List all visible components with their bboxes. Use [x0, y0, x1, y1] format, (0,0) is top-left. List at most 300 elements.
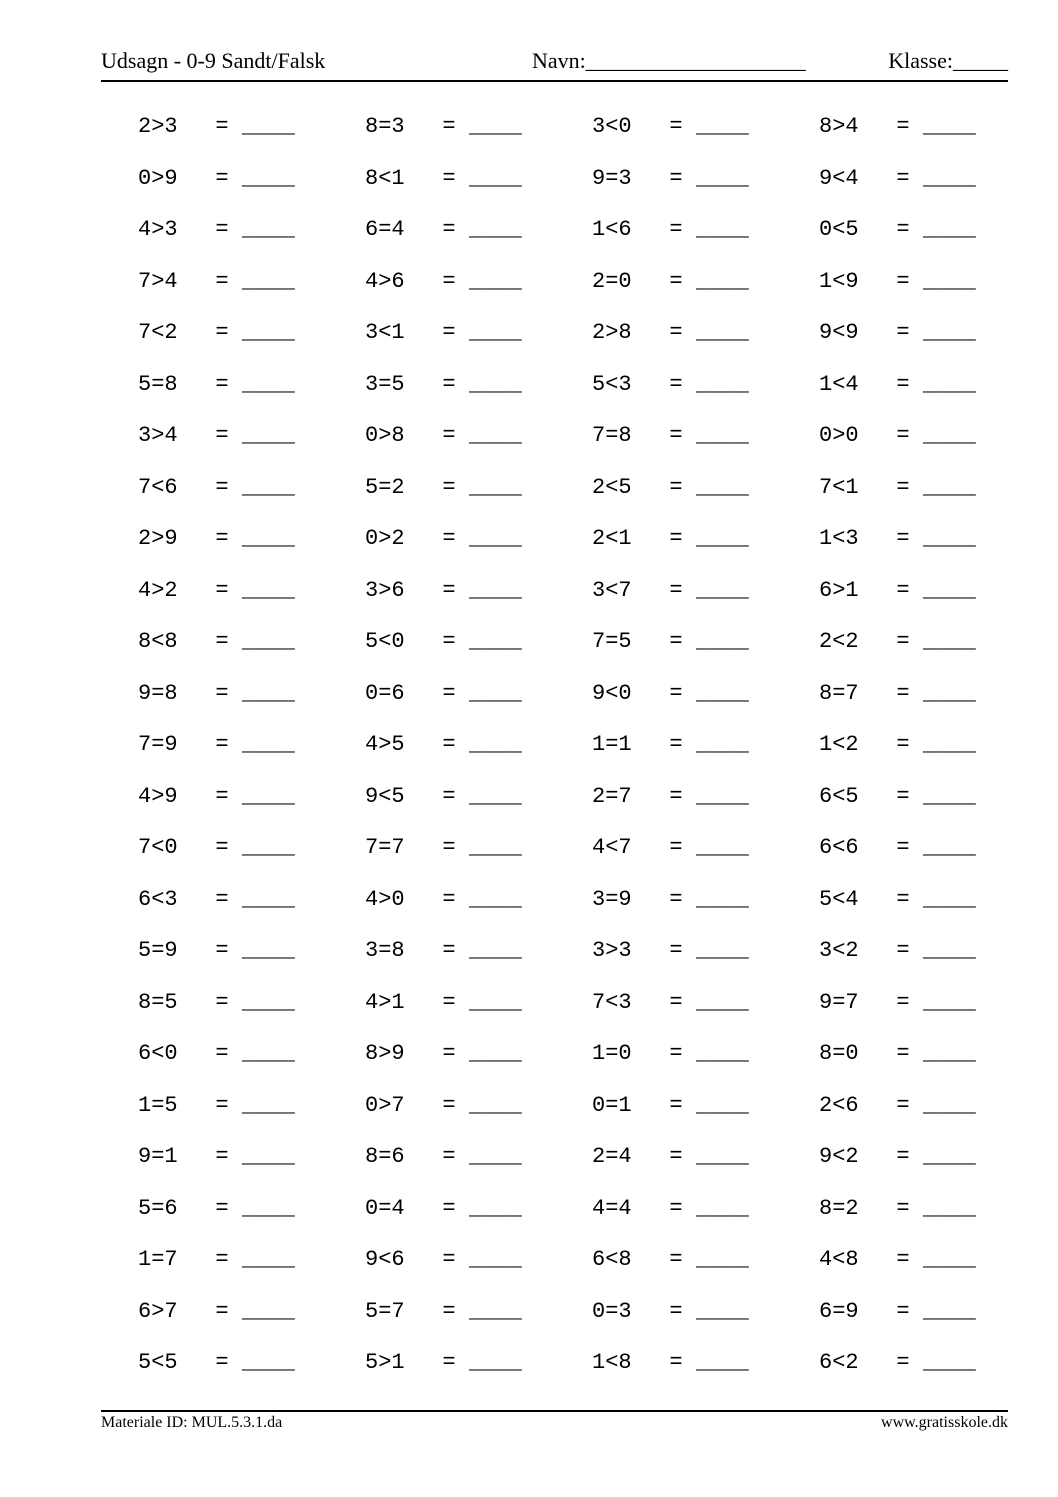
comparison-problem	[819, 885, 975, 915]
equals-sign: =	[896, 629, 910, 654]
comparison-problem	[365, 1297, 521, 1327]
answer-blank[interactable]: ____	[469, 938, 522, 963]
equals-sign: =	[215, 1041, 229, 1066]
equals-sign: =	[669, 1195, 683, 1221]
answer-blank[interactable]: ____	[469, 732, 522, 757]
answer-blank[interactable]: ____	[242, 1144, 295, 1169]
equals-sign: =	[442, 1041, 456, 1066]
comparison-problem	[365, 1039, 521, 1069]
comparison-problem	[138, 885, 294, 915]
equals-sign: =	[896, 1092, 910, 1118]
equals-sign: =	[442, 474, 456, 500]
comparison-problem	[819, 1194, 975, 1224]
equals-sign: =	[896, 165, 910, 191]
comparison-statement: 4<8	[819, 1247, 859, 1272]
answer-blank[interactable]: ____	[696, 1144, 749, 1169]
comparison-problem	[138, 164, 294, 194]
equals-sign: =	[669, 268, 683, 294]
answer-blank[interactable]: ____	[242, 165, 295, 191]
comparison-problem	[365, 1194, 521, 1224]
answer-blank[interactable]: ____	[923, 577, 976, 603]
equals-sign: =	[896, 474, 910, 500]
answer-blank[interactable]: ____	[696, 1092, 749, 1118]
comparison-statement: 0=3	[592, 1298, 632, 1324]
comparison-statement: 6=9	[819, 1298, 859, 1324]
answer-blank[interactable]: ____	[242, 938, 295, 963]
comparison-statement: 5<3	[592, 371, 632, 397]
equals-sign: =	[896, 371, 910, 397]
answer-blank[interactable]: ____	[696, 474, 749, 500]
answer-blank[interactable]: ____	[923, 783, 976, 809]
comparison-problem	[365, 936, 521, 966]
comparison-problem	[592, 1194, 748, 1224]
comparison-problem	[819, 730, 975, 760]
comparison-statement: 5=2	[365, 474, 405, 500]
answer-blank[interactable]: ____	[242, 114, 295, 139]
comparison-problem	[819, 1245, 975, 1275]
equals-sign: =	[442, 423, 456, 448]
comparison-problem	[365, 421, 521, 451]
answer-blank[interactable]: ____	[242, 1092, 295, 1118]
answer-blank[interactable]: ____	[696, 371, 749, 397]
answer-blank[interactable]: ____	[242, 989, 295, 1015]
answer-blank[interactable]: ____	[469, 217, 522, 242]
equals-sign: =	[896, 886, 910, 912]
comparison-problem	[138, 730, 294, 760]
equals-sign: =	[669, 423, 683, 448]
comparison-statement: 8>4	[819, 114, 859, 139]
comparison-statement: 6<8	[592, 1247, 632, 1272]
comparison-problem	[592, 988, 748, 1018]
comparison-problem	[365, 1245, 521, 1275]
comparison-problem	[819, 1142, 975, 1172]
answer-blank[interactable]: ____	[923, 1298, 976, 1324]
comparison-problem	[138, 1039, 294, 1069]
answer-blank[interactable]: ____	[696, 217, 749, 242]
answer-blank[interactable]: ____	[469, 577, 522, 603]
equals-sign: =	[669, 1041, 683, 1066]
comparison-statement: 9<6	[365, 1247, 405, 1272]
answer-blank[interactable]: ____	[242, 1195, 295, 1221]
answer-blank[interactable]: ____	[696, 1195, 749, 1221]
comparison-statement: 3=8	[365, 938, 405, 963]
comparison-statement: 5=7	[365, 1298, 405, 1324]
comparison-statement: 1<6	[592, 217, 632, 242]
comparison-problem	[592, 370, 748, 400]
answer-blank[interactable]: ____	[242, 1041, 295, 1066]
comparison-problem	[138, 1245, 294, 1275]
comparison-problem	[138, 1348, 294, 1378]
equals-sign: =	[442, 320, 456, 345]
equals-sign: =	[215, 1298, 229, 1324]
comparison-problem	[592, 473, 748, 503]
answer-blank[interactable]: ____	[469, 1092, 522, 1118]
comparison-statement: 9<5	[365, 783, 405, 809]
answer-blank[interactable]: ____	[696, 989, 749, 1015]
comparison-statement: 1<4	[819, 371, 859, 397]
comparison-problem	[365, 164, 521, 194]
equals-sign: =	[442, 680, 456, 706]
equals-sign: =	[215, 835, 229, 860]
equals-sign: =	[215, 680, 229, 706]
answer-blank[interactable]: ____	[923, 114, 976, 139]
answer-blank[interactable]: ____	[696, 268, 749, 294]
worksheet-title: Udsagn - 0-9 Sandt/Falsk	[101, 48, 326, 73]
comparison-statement: 7=7	[365, 835, 405, 860]
comparison-problem	[819, 1297, 975, 1327]
comparison-statement: 0>0	[819, 423, 859, 448]
comparison-problem	[138, 1091, 294, 1121]
answer-blank[interactable]: ____	[242, 783, 295, 809]
comparison-problem	[138, 936, 294, 966]
comparison-problem	[819, 1348, 975, 1378]
answer-blank[interactable]: ____	[923, 1144, 976, 1169]
answer-blank[interactable]: ____	[923, 680, 976, 706]
answer-blank[interactable]: ____	[469, 1247, 522, 1272]
comparison-problem	[365, 988, 521, 1018]
comparison-statement: 1=7	[138, 1247, 178, 1272]
answer-blank[interactable]: ____	[242, 423, 295, 448]
equals-sign: =	[442, 1298, 456, 1324]
answer-blank[interactable]: ____	[242, 474, 295, 500]
equals-sign: =	[215, 165, 229, 191]
answer-blank[interactable]: ____	[469, 629, 522, 654]
comparison-statement: 8=0	[819, 1041, 859, 1066]
equals-sign: =	[215, 320, 229, 345]
answer-blank[interactable]: ____	[469, 474, 522, 500]
name-field-label: Navn:____________________	[532, 48, 806, 73]
equals-sign: =	[896, 1195, 910, 1221]
answer-blank[interactable]: ____	[923, 938, 976, 963]
comparison-problem	[819, 112, 975, 142]
answer-blank[interactable]: ____	[469, 835, 522, 860]
equals-sign: =	[442, 371, 456, 397]
answer-blank[interactable]: ____	[469, 371, 522, 397]
comparison-statement: 0=4	[365, 1195, 405, 1221]
answer-blank[interactable]: ____	[696, 835, 749, 860]
comparison-statement: 4<7	[592, 835, 632, 860]
answer-blank[interactable]: ____	[696, 320, 749, 345]
answer-blank[interactable]: ____	[469, 114, 522, 139]
comparison-statement: 1=5	[138, 1092, 178, 1118]
comparison-statement: 6>7	[138, 1298, 178, 1324]
comparison-problem	[819, 473, 975, 503]
equals-sign: =	[896, 423, 910, 448]
comparison-statement: 5<4	[819, 886, 859, 912]
comparison-statement: 2>3	[138, 114, 178, 139]
answer-blank[interactable]: ____	[696, 886, 749, 912]
answer-blank[interactable]: ____	[696, 783, 749, 809]
answer-blank[interactable]: ____	[469, 886, 522, 912]
answer-blank[interactable]: ____	[696, 165, 749, 191]
answer-blank[interactable]: ____	[696, 1041, 749, 1066]
answer-blank[interactable]: ____	[469, 1195, 522, 1221]
equals-sign: =	[442, 1144, 456, 1169]
comparison-statement: 9<2	[819, 1144, 859, 1169]
answer-blank[interactable]: ____	[923, 1247, 976, 1272]
comparison-statement: 9<9	[819, 320, 859, 345]
answer-blank[interactable]: ____	[469, 783, 522, 809]
answer-blank[interactable]: ____	[696, 1350, 749, 1375]
equals-sign: =	[669, 474, 683, 500]
answer-blank[interactable]: ____	[242, 835, 295, 860]
comparison-problem	[819, 782, 975, 812]
equals-sign: =	[896, 268, 910, 294]
comparison-statement: 3<0	[592, 114, 632, 139]
comparison-statement: 8<1	[365, 165, 405, 191]
comparison-problem	[138, 421, 294, 451]
comparison-problem	[365, 782, 521, 812]
answer-blank[interactable]: ____	[242, 320, 295, 345]
comparison-problem	[592, 1348, 748, 1378]
comparison-statement: 1<8	[592, 1350, 632, 1375]
material-id: Materiale ID: MUL.5.3.1.da	[101, 1414, 283, 1431]
comparison-statement: 8>9	[365, 1041, 405, 1066]
comparison-problem	[819, 267, 975, 297]
comparison-statement: 5=9	[138, 938, 178, 963]
comparison-problem	[819, 318, 975, 348]
answer-blank[interactable]: ____	[242, 1247, 295, 1272]
comparison-problem	[592, 112, 748, 142]
answer-blank[interactable]: ____	[469, 1298, 522, 1324]
comparison-problem	[365, 215, 521, 245]
answer-blank[interactable]: ____	[469, 526, 522, 551]
answer-blank[interactable]: ____	[923, 1092, 976, 1118]
comparison-problem	[365, 524, 521, 554]
answer-blank[interactable]: ____	[923, 732, 976, 757]
comparison-statement: 6>1	[819, 577, 859, 603]
answer-blank[interactable]: ____	[469, 423, 522, 448]
equals-sign: =	[669, 577, 683, 603]
answer-blank[interactable]: ____	[469, 1041, 522, 1066]
answer-blank[interactable]: ____	[696, 1247, 749, 1272]
equals-sign: =	[442, 886, 456, 912]
equals-sign: =	[669, 114, 683, 139]
equals-sign: =	[669, 371, 683, 397]
equals-sign: =	[215, 526, 229, 551]
comparison-statement: 7<0	[138, 835, 178, 860]
equals-sign: =	[215, 371, 229, 397]
answer-blank[interactable]: ____	[696, 577, 749, 603]
answer-blank[interactable]: ____	[923, 886, 976, 912]
comparison-problem	[365, 627, 521, 657]
equals-sign: =	[215, 989, 229, 1015]
comparison-statement: 2=7	[592, 783, 632, 809]
answer-blank[interactable]: ____	[242, 1298, 295, 1324]
comparison-problem	[138, 267, 294, 297]
equals-sign: =	[442, 989, 456, 1015]
comparison-statement: 8=2	[819, 1195, 859, 1221]
comparison-problem	[819, 988, 975, 1018]
comparison-statement: 8=5	[138, 989, 178, 1015]
answer-blank[interactable]: ____	[469, 1144, 522, 1169]
answer-blank[interactable]: ____	[923, 320, 976, 345]
equals-sign: =	[442, 629, 456, 654]
comparison-statement: 4>2	[138, 577, 178, 603]
answer-blank[interactable]: ____	[469, 680, 522, 706]
answer-blank[interactable]: ____	[696, 732, 749, 757]
answer-blank[interactable]: ____	[696, 629, 749, 654]
comparison-problem	[138, 215, 294, 245]
comparison-problem	[138, 1194, 294, 1224]
equals-sign: =	[896, 1041, 910, 1066]
equals-sign: =	[215, 629, 229, 654]
comparison-statement: 2>9	[138, 526, 178, 551]
comparison-statement: 4>5	[365, 732, 405, 757]
equals-sign: =	[215, 114, 229, 139]
comparison-problem	[365, 318, 521, 348]
comparison-statement: 7=8	[592, 423, 632, 448]
comparison-statement: 8<8	[138, 629, 178, 654]
answer-blank[interactable]: ____	[923, 1041, 976, 1066]
answer-blank[interactable]: ____	[923, 268, 976, 294]
equals-sign: =	[442, 1350, 456, 1375]
answer-blank[interactable]: ____	[923, 423, 976, 448]
comparison-statement: 0<5	[819, 217, 859, 242]
answer-blank[interactable]: ____	[469, 268, 522, 294]
equals-sign: =	[215, 1195, 229, 1221]
comparison-statement: 2<1	[592, 526, 632, 551]
comparison-problem	[592, 936, 748, 966]
comparison-problem	[365, 1142, 521, 1172]
comparison-statement: 9<0	[592, 680, 632, 706]
comparison-problem	[365, 473, 521, 503]
equals-sign: =	[669, 1298, 683, 1324]
comparison-statement: 2<2	[819, 629, 859, 654]
comparison-problem	[138, 782, 294, 812]
comparison-statement: 9=1	[138, 1144, 178, 1169]
answer-blank[interactable]: ____	[923, 165, 976, 191]
comparison-problem	[592, 782, 748, 812]
equals-sign: =	[896, 783, 910, 809]
comparison-problem	[365, 370, 521, 400]
equals-sign: =	[669, 1144, 683, 1169]
comparison-problem	[138, 524, 294, 554]
comparison-statement: 3<2	[819, 938, 859, 963]
comparison-problem	[592, 627, 748, 657]
comparison-statement: 3>3	[592, 938, 632, 963]
comparison-statement: 3<1	[365, 320, 405, 345]
comparison-statement: 1=1	[592, 732, 632, 757]
answer-blank[interactable]: ____	[469, 989, 522, 1015]
answer-blank[interactable]: ____	[923, 835, 976, 860]
answer-blank[interactable]: ____	[469, 320, 522, 345]
answer-blank[interactable]: ____	[696, 680, 749, 706]
answer-blank[interactable]: ____	[242, 371, 295, 397]
answer-blank[interactable]: ____	[696, 1298, 749, 1324]
comparison-problem	[592, 576, 748, 606]
answer-blank[interactable]: ____	[242, 268, 295, 294]
answer-blank[interactable]: ____	[242, 732, 295, 757]
answer-blank[interactable]: ____	[923, 217, 976, 242]
equals-sign: =	[215, 577, 229, 603]
comparison-problem	[365, 679, 521, 709]
answer-blank[interactable]: ____	[923, 526, 976, 551]
comparison-statement: 9<4	[819, 165, 859, 191]
comparison-statement: 7=5	[592, 629, 632, 654]
comparison-problem	[138, 988, 294, 1018]
equals-sign: =	[442, 268, 456, 294]
equals-sign: =	[896, 526, 910, 551]
answer-blank[interactable]: ____	[242, 1350, 295, 1375]
answer-blank[interactable]: ____	[696, 423, 749, 448]
equals-sign: =	[442, 783, 456, 809]
equals-sign: =	[215, 1247, 229, 1272]
answer-blank[interactable]: ____	[696, 526, 749, 551]
comparison-statement: 1<3	[819, 526, 859, 551]
comparison-problem	[365, 267, 521, 297]
comparison-statement: 5<5	[138, 1350, 178, 1375]
comparison-statement: 4>6	[365, 268, 405, 294]
equals-sign: =	[669, 1350, 683, 1375]
answer-blank[interactable]: ____	[469, 165, 522, 191]
equals-sign: =	[896, 114, 910, 139]
equals-sign: =	[896, 320, 910, 345]
answer-blank[interactable]: ____	[469, 1350, 522, 1375]
comparison-statement: 1<9	[819, 268, 859, 294]
answer-blank[interactable]: ____	[696, 114, 749, 139]
equals-sign: =	[442, 1092, 456, 1118]
comparison-problem	[819, 936, 975, 966]
answer-blank[interactable]: ____	[242, 886, 295, 912]
comparison-statement: 9=3	[592, 165, 632, 191]
equals-sign: =	[442, 526, 456, 551]
comparison-statement: 2<6	[819, 1092, 859, 1118]
equals-sign: =	[442, 1247, 456, 1272]
answer-blank[interactable]: ____	[923, 371, 976, 397]
answer-blank[interactable]: ____	[923, 989, 976, 1015]
equals-sign: =	[215, 423, 229, 448]
comparison-problem	[819, 164, 975, 194]
comparison-statement: 7>4	[138, 268, 178, 294]
comparison-problem	[138, 112, 294, 142]
comparison-statement: 3>6	[365, 577, 405, 603]
comparison-statement: 7<3	[592, 989, 632, 1015]
answer-blank[interactable]: ____	[923, 1195, 976, 1221]
equals-sign: =	[896, 938, 910, 963]
worksheet-footer	[101, 1414, 1008, 1436]
equals-sign: =	[896, 1247, 910, 1272]
answer-blank[interactable]: ____	[242, 217, 295, 242]
comparison-statement: 0>7	[365, 1092, 405, 1118]
footer-divider	[101, 1410, 1008, 1412]
comparison-problem	[819, 215, 975, 245]
answer-blank[interactable]: ____	[696, 938, 749, 963]
equals-sign: =	[215, 938, 229, 963]
answer-blank[interactable]: ____	[242, 526, 295, 551]
equals-sign: =	[215, 783, 229, 809]
equals-sign: =	[215, 1350, 229, 1375]
equals-sign: =	[442, 114, 456, 139]
comparison-statement: 6=4	[365, 217, 405, 242]
comparison-statement: 0>8	[365, 423, 405, 448]
equals-sign: =	[442, 938, 456, 963]
equals-sign: =	[442, 732, 456, 757]
comparison-statement: 2=0	[592, 268, 632, 294]
answer-blank[interactable]: ____	[923, 1350, 976, 1375]
comparison-problem	[819, 627, 975, 657]
answer-blank[interactable]: ____	[242, 577, 295, 603]
equals-sign: =	[669, 938, 683, 963]
answer-blank[interactable]: ____	[242, 680, 295, 706]
equals-sign: =	[896, 217, 910, 242]
answer-blank[interactable]: ____	[923, 474, 976, 500]
equals-sign: =	[669, 732, 683, 757]
comparison-problem	[592, 1245, 748, 1275]
equals-sign: =	[896, 989, 910, 1015]
answer-blank[interactable]: ____	[923, 629, 976, 654]
answer-blank[interactable]: ____	[242, 629, 295, 654]
